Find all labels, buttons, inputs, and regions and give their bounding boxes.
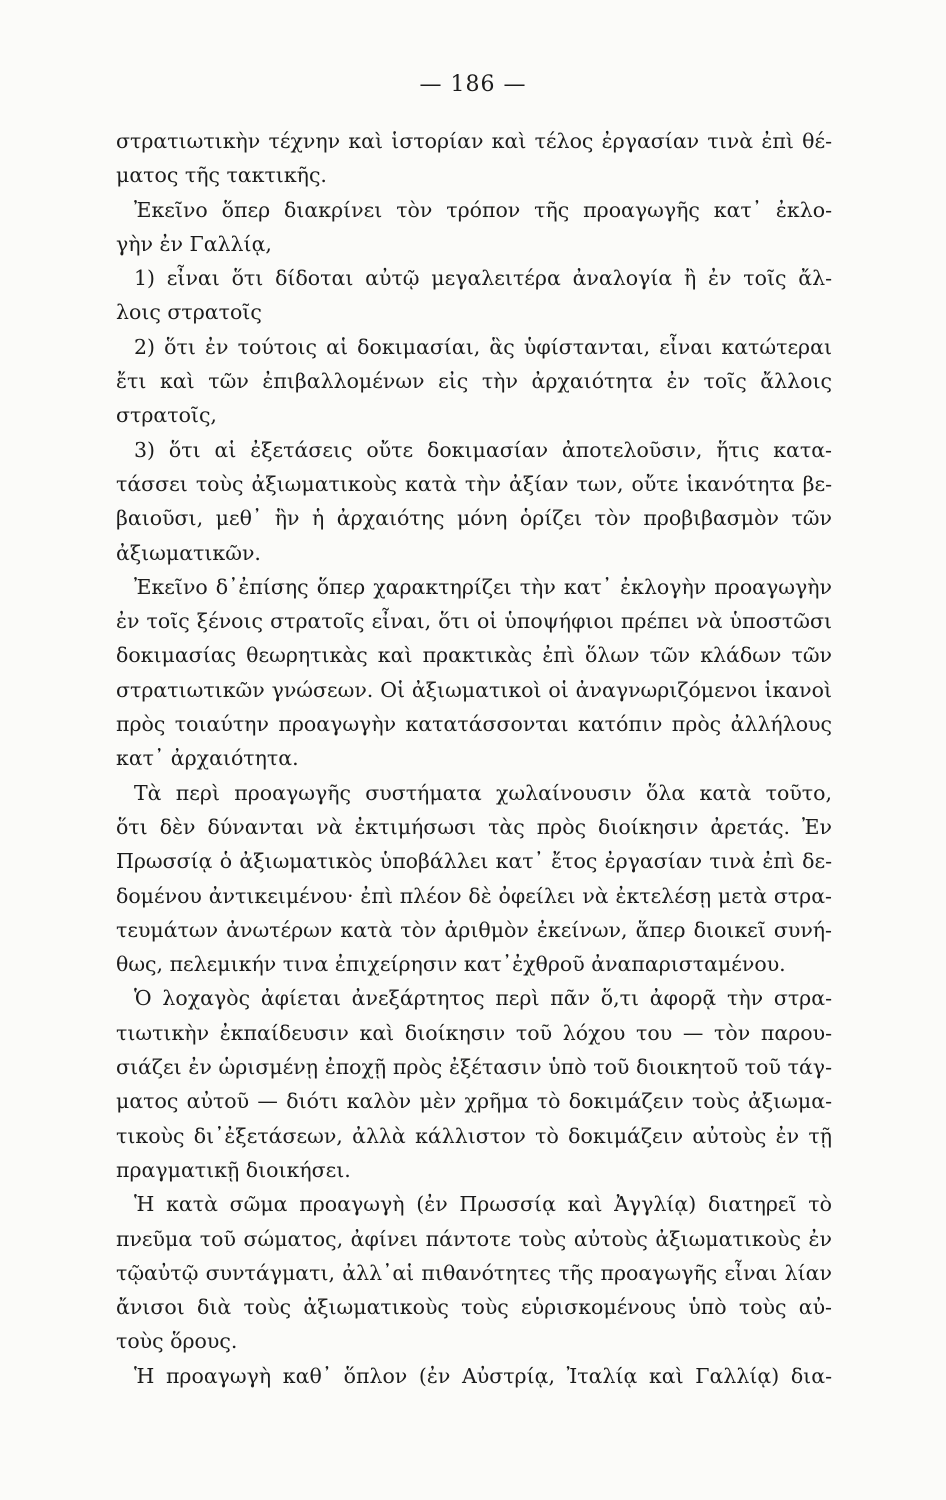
text-line: σιάζει ἐν ὡρισμένῃ ἐποχῇ πρὸς ἐξέτασιν ὑπὸ τοῦ διοικητοῦ τοῦ τάγ- [116, 1055, 832, 1080]
text-line: τευμάτων ἀνωτέρων κατὰ τὸν ἀριθμὸν ἐκείνων, ἅπερ διοικεῖ συνή- [116, 917, 832, 942]
text-line: θως, πελεμικήν τινα ἐπιχείρησιν κατ᾽ἐχθροῦ ἀναπαρισταμένου. [116, 952, 786, 977]
text-line: Τὰ περὶ προαγωγῆς συστήματα χωλαίνουσιν ὅλα κατὰ τοῦτο, [134, 780, 832, 805]
text-line: λοις στρατοῖς [116, 300, 262, 325]
text-line: ματος αὐτοῦ — διότι καλὸν μὲν χρῆμα τὸ δοκιμάζειν τοὺς ἀξιωμα- [116, 1089, 832, 1114]
text-line: τοὺς ὅρους. [116, 1329, 238, 1354]
text-line: ἀξιωματικῶν. [116, 540, 261, 565]
text-line: 2) ὅτι ἐν τούτοις αἱ δοκιμασίαι, ἃς ὑφίστανται, εἶναι κατώτεραι [134, 334, 832, 359]
text-line: ἔτι καὶ τῶν ἐπιβαλλομένων εἰς τὴν ἀρχαιότητα ἐν τοῖς ἄλλοις [116, 369, 832, 394]
text-line: βαιοῦσι, μεθ᾽ ἣν ἡ ἀρχαιότης μόνη ὁρίζει τὸν προβιβασμὸν τῶν [116, 506, 832, 531]
text-line: δομένου ἀντικειμένου· ἐπὶ πλέον δὲ ὀφείλει νὰ ἐκτελέσῃ μετὰ στρα- [116, 883, 832, 908]
page-number: — 186 — [419, 72, 527, 97]
text-line: Ὁ λοχαγὸς ἀφίεται ἀνεξάρτητος περὶ πᾶν ὅ,τι ἀφορᾷ τὴν στρα- [134, 986, 832, 1011]
text-line: γὴν ἐν Γαλλίᾳ, [116, 231, 272, 256]
text-line: δοκιμασίας θεωρητικὰς καὶ πρακτικὰς ἐπὶ ὅλων τῶν κλάδων τῶν [116, 643, 832, 668]
text-line: πρὸς τοιαύτην προαγωγὴν κατατάσσονται κατόπιν πρὸς ἀλλήλους [116, 712, 832, 737]
body-text [116, 124, 832, 1393]
text-line: ματος τῆς τακτικῆς. [116, 163, 327, 188]
text-line: πραγματικῇ διοικήσει. [116, 1157, 351, 1182]
text-line: τάσσει τοὺς ἀξιωματικοὺς κατὰ τὴν ἀξίαν των, οὔτε ἱκανότητα βε- [116, 471, 832, 496]
text-line: τιωτικὴν ἐκπαίδευσιν καὶ διοίκησιν τοῦ λόχου του — τὸν παρου- [116, 1020, 832, 1045]
text-line: ὅτι δὲν δύνανται νὰ ἐκτιμήσωσι τὰς πρὸς διοίκησιν ἀρετάς. Ἐν [116, 814, 832, 839]
text-line: κατ᾽ ἀρχαιότητα. [116, 746, 299, 771]
text-line: Πρωσσίᾳ ὁ ἀξιωματικὸς ὑποβάλλει κατ᾽ ἔτος ἐργασίαν τινὰ ἐπὶ δε- [116, 849, 832, 874]
text-line: Ἡ προαγωγὴ καθ᾽ ὅπλον (ἐν Αὐστρίᾳ, Ἰταλίᾳ καὶ Γαλλίᾳ) δια- [134, 1363, 832, 1388]
text-line: 1) εἶναι ὅτι δίδοται αὐτῷ μεγαλειτέρα ἀναλογία ἢ ἐν τοῖς ἄλ- [134, 266, 832, 291]
text-line: στρατιωτικὴν τέχνην καὶ ἱστορίαν καὶ τέλος ἐργασίαν τινὰ ἐπὶ θέ- [116, 129, 832, 153]
text-line: τῷαὐτῷ συντάγματι, ἀλλ᾽αἱ πιθανότητες τῆς προαγωγῆς εἶναι λίαν [116, 1260, 832, 1285]
text-line: ἐν τοῖς ξένοις στρατοῖς εἶναι, ὅτι οἱ ὑποψήφιοι πρέπει νὰ ὑποστῶσι [116, 609, 832, 634]
text-line: ἄνισοι διὰ τοὺς ἀξιωματικοὺς τοὺς εὑρισκομένους ὑπὸ τοὺς αὐ- [116, 1295, 832, 1320]
text-line: στρατιωτικῶν γνώσεων. Οἱ ἀξιωματικοὶ οἱ ἀναγνωριζόμενοι ἱκανοὶ [116, 677, 832, 702]
text-line: Ἐκεῖνο δ᾽ἐπίσης ὅπερ χαρακτηρίζει τὴν κατ᾽ ἐκλογὴν προαγωγὴν [134, 574, 832, 599]
text-line: Ἡ κατὰ σῶμα προαγωγὴ (ἐν Πρωσσίᾳ καὶ Ἀγγλίᾳ) διατηρεῖ τὸ [134, 1192, 832, 1217]
text-line: Ἐκεῖνο ὅπερ διακρίνει τὸν τρόπον τῆς προαγωγῆς κατ᾽ ἐκλο- [134, 197, 832, 222]
text-line: 3) ὅτι αἱ ἐξετάσεις οὔτε δοκιμασίαν ἀποτελοῦσιν, ἥτις κατα- [134, 437, 832, 462]
text-line: τικοὺς δι᾽ἐξετάσεων, ἀλλὰ κάλλιστον τὸ δοκιμάζειν αὐτοὺς ἐν τῇ [116, 1123, 832, 1148]
text-line: πνεῦμα τοῦ σώματος, ἀφίνει πάντοτε τοὺς αὐτοὺς ἀξιωματικοὺς ἐν [116, 1226, 832, 1251]
text-line: στρατοῖς, [116, 403, 217, 428]
